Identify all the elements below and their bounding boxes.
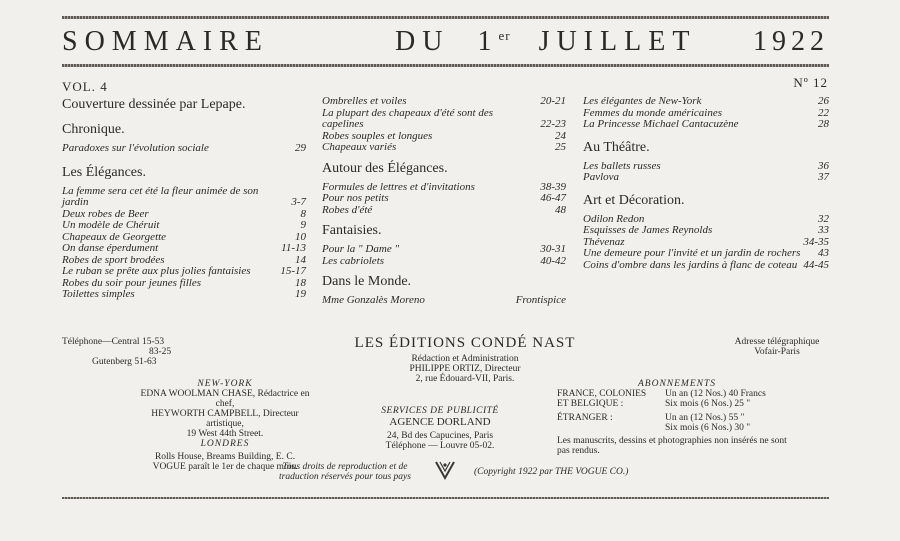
entry-title: Toilettes simples — [62, 288, 135, 300]
title-sommaire: SOMMAIRE — [62, 26, 269, 57]
toc-entry[interactable] — [62, 243, 306, 255]
londres-heading: LONDRES — [200, 439, 250, 449]
title-date — [395, 26, 696, 58]
entry-page: 11-13 — [281, 242, 306, 254]
phone-3: 51-63 — [134, 357, 157, 367]
rights-block — [270, 462, 420, 482]
entry-title: Les ballets russes — [583, 159, 661, 172]
section-chronique: Chronique. — [62, 122, 125, 137]
phone-1: 15-53 — [141, 337, 165, 347]
toc-column-3 — [583, 96, 829, 271]
toc-entry[interactable] — [583, 225, 829, 237]
abonnements-block — [557, 379, 797, 456]
phone-2: 83-25 — [149, 347, 172, 357]
title-du: DU — [395, 26, 450, 57]
entry-page: 33 — [818, 224, 829, 236]
campbell-line: HEYWORTH CAMPBELL, Directeur artistique, — [151, 409, 299, 429]
toc-entry[interactable] — [583, 96, 829, 108]
toc-entry[interactable] — [62, 143, 306, 155]
entry-title: Chapeaux variés — [322, 141, 397, 153]
entry-title: Pour la " Dame " — [322, 243, 400, 255]
publisher-name: LES ÉDITIONS CONDÉ NAST — [354, 335, 576, 351]
france-six: Six mois (6 Nos.) 25 " — [665, 399, 751, 409]
entry-page: 43 — [818, 247, 829, 259]
phone-label: Téléphone—Central — [62, 337, 140, 347]
entry-title: Pour nos petits — [322, 192, 389, 204]
entry-title: Le ruban se prête aux plus jolies fantaisies — [62, 265, 251, 277]
agence-address: 24, Bd des Capucines, Paris — [386, 431, 494, 441]
services-heading: SERVICES DE PUBLICITÉ — [381, 406, 499, 416]
toc-entry[interactable] — [322, 295, 566, 307]
volume-label: VOL. 4 — [62, 79, 108, 94]
entry-page: 20-21 — [540, 95, 566, 107]
copyright-line: (Copyright 1922 par THE VOGUE CO.) — [474, 467, 629, 477]
toc-entry[interactable] — [583, 161, 829, 173]
entry-title: La femme sera cet été la fleur animée de son jardin — [62, 184, 259, 208]
entry-title: Une demeure pour l'invité et un jardin de rochers — [583, 247, 801, 259]
rolls-line: Rolls House, Breams Building, E. C. — [154, 452, 296, 462]
rights-line-2: traduction réservés pour tous pays — [279, 472, 411, 482]
redaction: Rédaction et Administration — [411, 354, 519, 364]
vogue-parait: VOGUE paraît le 1er de chaque mois. — [152, 462, 298, 472]
entry-page: 36 — [818, 159, 829, 172]
ny-address: 19 West 44th Street. — [186, 429, 264, 439]
entry-page: 19 — [295, 288, 306, 300]
title-rule — [62, 64, 829, 67]
telegraph-address: Vofair-Paris — [754, 347, 800, 357]
entry-page: 32 — [818, 212, 829, 225]
entry-title: Un modèle de Chéruit — [62, 219, 160, 231]
entry-title: On danse éperdument — [62, 242, 159, 254]
entry-title: La plupart des chapeaux d'été sont des capelines — [322, 106, 493, 130]
toc-entry[interactable] — [62, 289, 306, 301]
entry-title: Robes du soir pour jeunes filles — [62, 276, 202, 289]
etranger-year: Un an (12 Nos.) 55 " — [665, 413, 745, 423]
toc-entry[interactable] — [62, 186, 306, 209]
new-york-heading: NEW-YORK — [197, 379, 253, 389]
vogue-monogram-icon — [434, 459, 456, 481]
entry-title: Femmes du monde américaines — [583, 106, 722, 119]
entry-page: 48 — [555, 203, 566, 216]
phone-block — [62, 337, 182, 367]
top-rule — [62, 16, 829, 19]
paris-address: 2, rue Édouard-VII, Paris. — [415, 374, 515, 384]
entry-title: Esquisses de James Reynolds — [583, 224, 713, 236]
france-year: Un an (12 Nos.) 40 Francs — [665, 389, 766, 399]
entry-title: Robes de sport brodées — [62, 253, 165, 266]
issue-number: Nº 12 — [793, 75, 828, 90]
chase-line: EDNA WOOLMAN CHASE, Rédactrice en chef, — [140, 389, 310, 409]
entry-title: Robes souples et longues — [322, 129, 433, 142]
entry-title: Odilon Redon — [583, 212, 645, 225]
toc-entry[interactable] — [322, 96, 566, 108]
entry-page: 37 — [818, 171, 829, 183]
title-month: JUILLET — [538, 26, 697, 57]
belgique-label: ET BELGIQUE : — [557, 399, 624, 409]
manuscrits-note: Les manuscrits, dessins et photographies non insérés ne sont pas rendus. — [557, 436, 787, 456]
new-york-block — [140, 379, 310, 472]
entry-title: Thévenaz — [583, 235, 625, 248]
toc-column-2 — [322, 96, 566, 307]
entry-page: 25 — [555, 141, 566, 153]
agence-name: AGENCE DORLAND — [389, 416, 491, 428]
section-monde: Dans le Monde. — [322, 274, 412, 289]
toc-entry[interactable] — [322, 205, 566, 217]
toc-entry[interactable] — [583, 119, 829, 131]
toc-entry[interactable] — [583, 248, 829, 260]
title-sup: er — [498, 28, 511, 43]
entry-title: Les cabriolets — [322, 254, 385, 267]
entry-page: 15-17 — [280, 265, 306, 277]
entry-page: 34-35 — [803, 235, 829, 248]
agence-telephone: Téléphone — Louvre 05-02. — [385, 441, 495, 451]
redaction-block — [360, 354, 570, 384]
toc-entry[interactable] — [322, 108, 566, 131]
telegraph-label: Adresse télégraphique — [734, 337, 820, 347]
entry-page: 29 — [295, 142, 306, 154]
entry-page: 10 — [295, 230, 306, 243]
telegraph-block — [722, 337, 832, 357]
entry-page: 24 — [555, 129, 566, 142]
entry-page: 38-39 — [540, 180, 566, 193]
entry-page: 22-23 — [540, 118, 566, 130]
abonnements-heading: ABONNEMENTS — [637, 379, 717, 389]
section-elegances: Les Élégances. — [62, 164, 146, 180]
bottom-rule — [62, 497, 829, 499]
section-art: Art et Décoration. — [583, 192, 685, 208]
section-theatre: Au Théâtre. — [583, 139, 650, 155]
france-label: FRANCE, COLONIES — [557, 389, 647, 399]
director: PHILIPPE ORTIZ, Directeur — [409, 364, 521, 374]
entry-page: 30-31 — [540, 243, 566, 255]
toc-entry[interactable] — [322, 244, 566, 256]
entry-title: Robes d'été — [322, 203, 373, 216]
title-year: 1922 — [753, 26, 829, 57]
toc-entry[interactable] — [62, 266, 306, 278]
entry-title: Coins d'ombre dans les jardins à flanc de coteau — [583, 258, 798, 271]
title-day: 1 — [477, 26, 499, 57]
entry-page: 28 — [818, 118, 829, 130]
entry-title: Pavlova — [583, 171, 620, 183]
toc-column-1 — [62, 96, 306, 301]
toc-entry[interactable] — [583, 260, 829, 272]
toc-entry[interactable] — [62, 220, 306, 232]
toc-entry[interactable] — [322, 256, 566, 268]
etranger-label: ÉTRANGER : — [557, 413, 613, 423]
gutenberg-label: Gutenberg — [92, 357, 132, 367]
entry-title: Mme Gonzalès Moreno — [322, 294, 425, 306]
entry-page: 44-45 — [803, 258, 829, 271]
entry-title: Paradoxes sur l'évolution sociale — [62, 142, 209, 154]
entry-title: Deux robes de Beer — [62, 207, 149, 220]
entry-page: 40-42 — [540, 254, 566, 267]
toc-entry[interactable] — [322, 193, 566, 205]
entry-page: 3-7 — [291, 196, 306, 208]
entry-title: La Princesse Michael Cantacuzène — [583, 118, 739, 130]
etranger-six: Six mois (6 Nos.) 30 " — [665, 423, 751, 433]
section-autour: Autour des Élégances. — [322, 160, 448, 176]
publicite-block — [375, 406, 505, 451]
cover-credit: Couverture dessinée par Lepape. — [62, 97, 246, 112]
toc-entry[interactable] — [322, 142, 566, 154]
entry-page: 22 — [818, 106, 829, 119]
rights-line-1: Tous droits de reproduction et de — [282, 462, 408, 472]
entry-title: Ombrelles et voiles — [322, 95, 407, 107]
entry-page: 8 — [300, 207, 306, 220]
section-fantaisies: Fantaisies. — [322, 223, 382, 238]
entry-title: Formules de lettres et d'invitations — [322, 180, 475, 193]
entry-title: Les élégantes de New-York — [583, 95, 702, 107]
entry-title: Chapeaux de Georgette — [62, 230, 167, 243]
entry-page: 14 — [295, 253, 306, 266]
entry-page: 26 — [818, 95, 829, 107]
page-title — [62, 26, 829, 60]
entry-page: 18 — [295, 276, 306, 289]
entry-page: Frontispice — [515, 294, 566, 306]
entry-page: 9 — [300, 219, 306, 231]
toc-entry[interactable] — [583, 172, 829, 184]
entry-page: 46-47 — [540, 192, 566, 204]
